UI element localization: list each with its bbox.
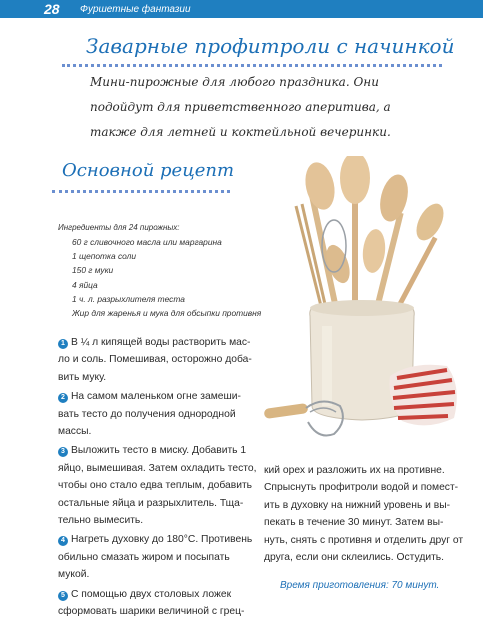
step-line: В ¼ л кипящей воды растворить мас-: [71, 337, 251, 348]
recipe-underline: [52, 190, 230, 193]
striped-towel: [390, 365, 457, 426]
step-line: тельно вымесить.: [58, 515, 144, 527]
steps-column: [58, 334, 258, 623]
step-4: [58, 531, 258, 583]
step-line: ить в духовку на нижний уровень и вы-: [264, 499, 451, 511]
step-line: Нагреть духовку до 180°С. Противень: [71, 534, 253, 546]
step-5: [58, 586, 258, 621]
step-number-badge: 1: [58, 339, 68, 349]
step-1: [58, 334, 258, 386]
step-line: нуть, снять с противня и отделить друг от: [264, 534, 464, 546]
ingredients-header: Ингредиенты для 24 пирожных:: [58, 223, 180, 232]
section-title: Фуршетные фантазии: [80, 4, 191, 15]
page-title: Заварные профитроли с начинкой: [86, 34, 455, 58]
title-underline: [62, 64, 442, 67]
step-line: ло и соль. Помешивая, осторожно доба-: [58, 354, 252, 366]
intro-text: [90, 70, 450, 145]
step-3: [58, 442, 258, 529]
step-line: друга, если они склеились. Остудить.: [264, 552, 445, 564]
step-line: Спрыснуть профитроли водой и помест-: [264, 482, 459, 494]
ingredient-item: 60 г сливочного масла или маргарина: [72, 237, 222, 247]
ingredient-item: 1 щепотка соли: [72, 251, 136, 262]
intro-line: Мини-пирожные для любого праздника. Они: [90, 75, 379, 89]
step-line: обильно смазать жиром и посыпать: [58, 551, 230, 563]
recipe-title: Основной рецепт: [62, 160, 235, 181]
step-number-badge: 5: [58, 591, 68, 601]
step-5-continuation: [264, 462, 464, 566]
ingredient-item: 1 ч. л. разрыхлителя теста: [72, 293, 185, 304]
step-line: кий орех и разложить их на противне.: [264, 465, 445, 476]
ingredient-item: 4 яйца: [72, 279, 98, 290]
step-line: вить муку.: [58, 371, 107, 383]
step-line: массы.: [58, 426, 92, 438]
ingredient-item: 150 г муки: [72, 265, 114, 276]
utensil-jar-photo: [262, 156, 462, 456]
intro-line: подойдут для приветственного аперитива, а: [90, 100, 391, 114]
intro-line: также для летней и коктейльной вечеринки.: [90, 125, 391, 139]
step-line: остальные яйца и разрыхлитель. Тща-: [58, 497, 244, 509]
step-number-badge: 2: [58, 393, 68, 403]
step-2: [58, 388, 258, 440]
step-line: пекать в течение 30 минут. Затем вы-: [264, 517, 444, 529]
step-line: вать тесто до получения однородной: [58, 408, 236, 420]
step-line: На самом маленьком огне замеши-: [71, 391, 241, 403]
page-number: 28: [44, 1, 60, 17]
step-line: сформовать шарики величиной с грец-: [58, 606, 245, 618]
step-line: чтобы оно стало едва теплым, добавить: [58, 480, 253, 492]
step-line: Выложить тесто в миску. Добавить 1: [71, 445, 247, 457]
header-bar: [0, 0, 483, 18]
step-line: С помощью двух столовых ложек: [71, 588, 232, 600]
step-line: мукой.: [58, 569, 90, 581]
step-line: яйцо, вымешивая. Затем охладить тесто,: [58, 462, 257, 474]
ingredient-item: Жир для жаренья и мука для обсыпки противня: [72, 308, 262, 319]
cooking-time: Время приготовления: 70 минут.: [280, 580, 440, 591]
step-number-badge: 4: [58, 536, 68, 546]
step-number-badge: 3: [58, 447, 68, 457]
ingredients-list: [72, 235, 261, 320]
